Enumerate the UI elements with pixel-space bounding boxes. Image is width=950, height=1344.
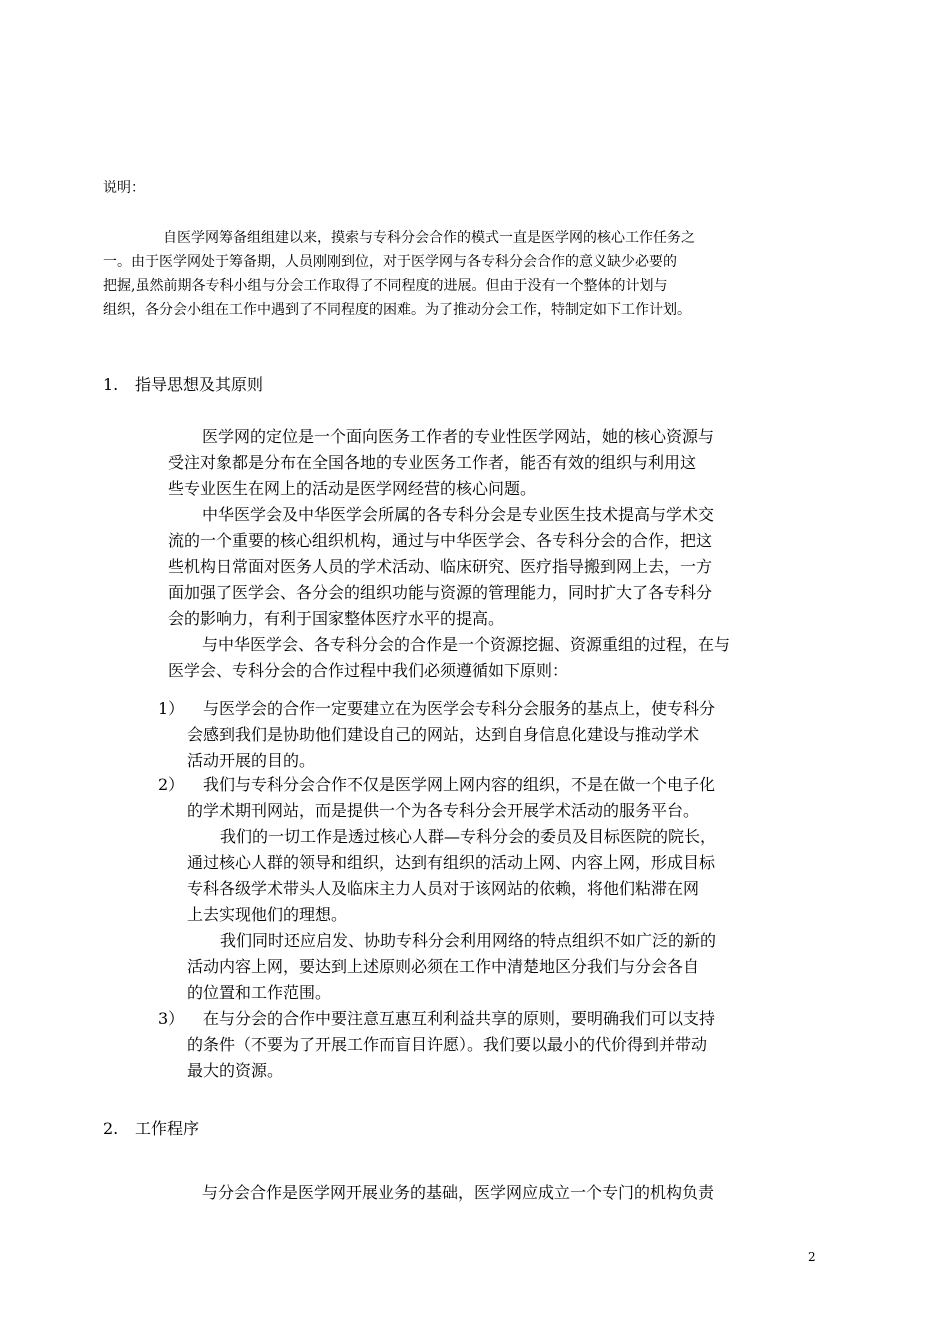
intro-line: 自医学网筹备组组建以来，摸索与专科分会合作的模式一直是医学网的核心工作任务之: [163, 230, 695, 246]
section1-body: [168, 424, 828, 684]
item2-sub2-line: 我们同时还应启发、协助专科分会利用网络的特点组织不如广泛的新的: [220, 931, 717, 950]
section1-number: 1.: [103, 375, 119, 394]
section2-number: 2.: [103, 1119, 119, 1138]
para2-line: 流的一个重要的核心组织机构，通过与中华医学会、各专科分会的合作，把这: [168, 531, 713, 550]
section1-title: 指导思想及其原则: [135, 375, 264, 394]
intro-paragraph: [103, 226, 823, 322]
intro-label: 说明：: [103, 180, 145, 196]
item2-text: [187, 772, 827, 1006]
item2-sub2-line: 的位置和工作范围。: [187, 983, 332, 1002]
para1-line: 些专业医生在网上的活动是医学网经营的核心问题。: [168, 479, 537, 498]
intro-line: 把握,虽然前期各专科小组与分会工作取得了不同程度的进展。但由于没有一个整体的计划与: [103, 278, 668, 294]
item1-line: 活动开展的目的。: [187, 751, 316, 770]
item2-sub2-line: 活动内容上网，要达到上述原则必须在工作中清楚地区分我们与分会各自: [187, 957, 700, 976]
item2-line: 的学术期刊网站，而是提供一个为各专科分会开展学术活动的服务平台。: [187, 801, 700, 820]
intro-line: 组织，各分会小组在工作中遇到了不同程度的困难。为了推动分会工作，特制定如下工作计划。: [103, 302, 691, 318]
item3-line: 最大的资源。: [187, 1061, 284, 1080]
para1-line: 医学网的定位是一个面向医务工作者的专业性医学网站，她的核心资源与: [202, 427, 715, 446]
section2-body: [168, 1180, 828, 1206]
para3-line: 医学会、专科分会的合作过程中我们必须遵循如下原则：: [168, 661, 569, 680]
item1-line: 会感到我们是协助他们建设自己的网站，达到自身信息化建设与推动学术: [187, 725, 700, 744]
para2-line: 会的影响力，有利于国家整体医疗水平的提高。: [168, 609, 505, 628]
item2-line: 我们与专科分会合作不仅是医学网上网内容的组织，不是在做一个电子化: [203, 775, 716, 794]
item3-marker: 3）: [158, 1009, 185, 1028]
para1-line: 受注对象都是分布在全国各地的专业医务工作者，能否有效的组织与利用这: [168, 453, 697, 472]
item2-sub1-line: 上去实现他们的理想。: [187, 905, 348, 924]
item2-sub1-line: 通过核心人群的领导和组织，达到有组织的活动上网、内容上网，形成目标: [187, 853, 716, 872]
item1-marker: 1）: [158, 699, 185, 718]
item2-sub1-line: 我们的一切工作是透过核心人群—专科分会的委员及目标医院的院长，: [220, 827, 717, 846]
para2-line: 面加强了医学会、各分会的组织功能与资源的管理能力，同时扩大了各专科分: [168, 583, 713, 602]
para3-line: 与中华医学会、各专科分会的合作是一个资源挖掘、资源重组的过程，在与: [202, 635, 731, 654]
page-number: 2: [808, 1250, 816, 1264]
item3-line: 在与分会的合作中要注意互惠互利利益共享的原则，要明确我们可以支持: [203, 1009, 716, 1028]
section2-title: 工作程序: [135, 1119, 200, 1138]
item3-text: [187, 1006, 827, 1084]
intro-line: 一。由于医学网处于筹备期，人员刚刚到位，对于医学网与各专科分会合作的意义缺少必要的: [103, 254, 677, 270]
item2-marker: 2）: [158, 775, 185, 794]
item1-line: 与医学会的合作一定要建立在为医学会专科分会服务的基点上，使专科分: [203, 699, 716, 718]
para2-line: 中华医学会及中华医学会所属的各专科分会是专业医生技术提高与学术交: [202, 505, 715, 524]
section2-line: 与分会合作是医学网开展业务的基础，医学网应成立一个专门的机构负责: [202, 1183, 715, 1202]
item1-text: [187, 696, 827, 774]
para2-line: 些机构日常面对医务人员的学术活动、临床研究、医疗指导搬到网上去，一方: [168, 557, 713, 576]
item3-line: 的条件（不要为了开展工作而盲目许愿）。我们要以最小的代价得到并带动: [187, 1035, 708, 1054]
item2-sub1-line: 专科各级学术带头人及临床主力人员对于该网站的依赖，将他们粘滞在网: [187, 879, 700, 898]
